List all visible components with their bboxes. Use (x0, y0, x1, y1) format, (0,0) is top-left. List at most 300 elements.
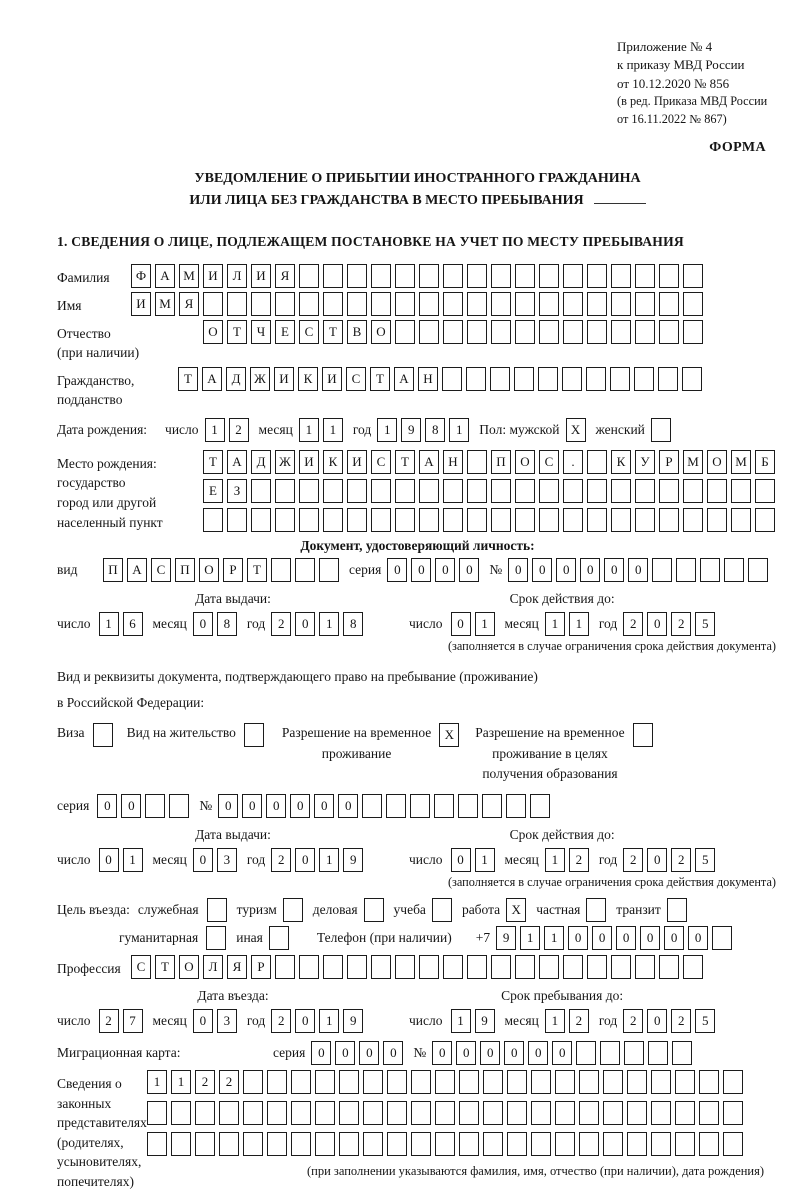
birthplace-cell (587, 508, 607, 532)
stay-until-date: число 1 9 месяц 1 2 год 2 0 2 5 (409, 1009, 715, 1033)
profession-cell (443, 955, 463, 979)
birthplace-cell (323, 508, 343, 532)
given-name-cell (323, 292, 343, 316)
given-name-cell (539, 292, 559, 316)
representative-cell (723, 1132, 743, 1156)
res-number-cell: 0 (338, 794, 358, 818)
profession-cell (347, 955, 367, 979)
purpose-humanitarian-checkbox (206, 926, 226, 950)
given-name-cell (587, 292, 607, 316)
birthplace-cell: А (227, 450, 247, 474)
representative-cell (651, 1132, 671, 1156)
patronymic-cell (683, 320, 703, 344)
doc-number-cells (508, 558, 768, 582)
doc-valid-day-cell: 0 (451, 612, 471, 636)
doc-number-cell: 0 (532, 558, 552, 582)
given-name-cell (683, 292, 703, 316)
birthplace-cell (755, 508, 775, 532)
representative-cell (339, 1132, 359, 1156)
doc-type-cell: О (199, 558, 219, 582)
profession-cell (515, 955, 535, 979)
doc-number-label: № (489, 562, 503, 578)
phone-digit-cell: 9 (496, 926, 516, 950)
representative-cell (339, 1070, 359, 1094)
res-number-label: № (199, 798, 213, 814)
profession-cell (395, 955, 415, 979)
birthplace-cell (683, 508, 703, 532)
patronymic-cell (611, 320, 631, 344)
birthdate-row (57, 418, 778, 442)
profession-cell: Л (203, 955, 223, 979)
purpose-business-checkbox (364, 898, 384, 922)
given-name-cell (635, 292, 655, 316)
representative-cell (627, 1132, 647, 1156)
representative-cell (267, 1070, 287, 1094)
purpose-other-checkbox (269, 926, 289, 950)
form-title-line1: УВЕДОМЛЕНИЕ О ПРИБЫТИИ ИНОСТРАННОГО ГРАЖДАНИНА (194, 171, 641, 187)
representative-cell (507, 1132, 527, 1156)
doc-issue-date: число 1 6 месяц 0 8 год 2 0 1 8 (57, 612, 409, 636)
birthplace-cell (635, 479, 655, 503)
representative-cell (387, 1070, 407, 1094)
purpose-tourism-checkbox (283, 898, 303, 922)
representative-cell (531, 1070, 551, 1094)
edition-line: от 16.11.2022 № 867) (617, 111, 727, 126)
stay-year-cell: 0 (647, 1009, 667, 1033)
birthplace-cell (659, 508, 679, 532)
residence-doc-series-row (57, 794, 778, 818)
res-valid-year-cell: 2 (671, 848, 691, 872)
purpose-official-checkbox (207, 898, 227, 922)
identity-doc-heading: Документ, удостоверяющий личность: (300, 538, 535, 554)
profession-cell: О (179, 955, 199, 979)
mig-number-cell (600, 1041, 620, 1065)
given-name-label: Имя (57, 297, 82, 313)
birthplace-cell: С (371, 450, 391, 474)
birthplace-cell (251, 508, 271, 532)
phone-cells (496, 926, 732, 950)
profession-label: Профессия (57, 961, 121, 977)
birthdate-label: Дата рождения: (57, 421, 148, 437)
phone-digit-cell: 1 (520, 926, 540, 950)
profession-cell (659, 955, 679, 979)
res-number-cells (218, 794, 550, 818)
representative-cell (459, 1101, 479, 1125)
mig-number-cell: 0 (552, 1041, 572, 1065)
entry-date: число 2 7 месяц 0 3 год 2 0 1 9 (57, 1009, 409, 1033)
form-title-line2: ИЛИ ЛИЦА БЕЗ ГРАЖДАНСТВА В МЕСТО ПРЕБЫВАНИЯ (189, 192, 584, 208)
birth-day-cell: 1 (205, 418, 225, 442)
doc-series-cell: 0 (387, 558, 407, 582)
citizenship-cell: А (394, 367, 414, 391)
sex-male-checkbox: X (566, 418, 586, 442)
patronymic-cell (515, 320, 535, 344)
residence-permit-label: Вид на жительство (126, 725, 236, 741)
res-valid-year-cell: 2 (623, 848, 643, 872)
appendix-line: от 10.12.2020 № 856 (617, 75, 730, 91)
doc-validity-note: (заполняется в случае ограничения срока действия документа) (447, 639, 776, 654)
stay-day-cell: 9 (475, 1009, 495, 1033)
birthplace-cell: Д (251, 450, 271, 474)
mig-number-cell (672, 1041, 692, 1065)
representative-cell: 1 (171, 1070, 191, 1094)
temp-residence-checkbox: X (439, 723, 459, 747)
birthplace-cell: П (491, 450, 511, 474)
citizenship-cell: Т (178, 367, 198, 391)
representative-cell (459, 1132, 479, 1156)
representative-cell (363, 1132, 383, 1156)
birthplace-label: Место рождения: государство город или другой населенный пункт (57, 455, 163, 530)
birth-month-cell: 1 (323, 418, 343, 442)
doc-number-cell: 0 (580, 558, 600, 582)
given-name-cell: И (131, 292, 151, 316)
surname-cell (683, 264, 703, 288)
purpose-private-label: частная (536, 902, 581, 918)
doc-valid-year-cell: 2 (671, 612, 691, 636)
identity-doc-row (57, 558, 778, 582)
representative-cell (555, 1070, 575, 1094)
representative-cell (675, 1132, 695, 1156)
surname-cell: И (251, 264, 271, 288)
profession-cell (371, 955, 391, 979)
entry-year-cell: 9 (343, 1009, 363, 1033)
birthplace-cell (755, 479, 775, 503)
birthplace-cell (347, 508, 367, 532)
birthplace-cell: Ж (275, 450, 295, 474)
profession-cell (323, 955, 343, 979)
birthplace-cell: Е (203, 479, 223, 503)
surname-cell (323, 264, 343, 288)
given-name-cells (131, 292, 703, 316)
given-name-cell (491, 292, 511, 316)
given-name-cell (659, 292, 679, 316)
citizenship-cell (634, 367, 654, 391)
phone-digit-cell: 1 (544, 926, 564, 950)
residence-permit-checkbox (244, 723, 264, 747)
profession-cell (491, 955, 511, 979)
patronymic-cell: Е (275, 320, 295, 344)
patronymic-cell (635, 320, 655, 344)
surname-cell (491, 264, 511, 288)
edu-residence-checkbox (633, 723, 653, 747)
patronymic-cell (539, 320, 559, 344)
temp-residence-checkbox (439, 723, 459, 747)
given-name-cell (467, 292, 487, 316)
doc-valid-month-cell: 1 (569, 612, 589, 636)
birthplace-cell (611, 479, 631, 503)
representative-cell: 1 (147, 1070, 167, 1094)
given-name-cell (443, 292, 463, 316)
profession-cell (467, 955, 487, 979)
representative-cell (267, 1132, 287, 1156)
birthplace-cell (371, 508, 391, 532)
patronymic-cell: Ч (251, 320, 271, 344)
entry-day-cell: 7 (123, 1009, 143, 1033)
representative-cell (291, 1070, 311, 1094)
doc-issue-year-cell: 2 (271, 612, 291, 636)
entry-date-heading: Дата въезда: (197, 988, 269, 1004)
representatives-note: (при заполнении указываются фамилия, имя, отчество (при наличии), дата рождения) (307, 1164, 765, 1179)
phone-digit-cell: 0 (592, 926, 612, 950)
representative-cell (339, 1101, 359, 1125)
representative-cell (723, 1101, 743, 1125)
representative-cell (243, 1070, 263, 1094)
birthplace-cell (731, 479, 751, 503)
res-number-cell: 0 (314, 794, 334, 818)
surname-cell (419, 264, 439, 288)
representative-cell: 2 (195, 1070, 215, 1094)
representative-cell (267, 1101, 287, 1125)
res-number-cell (434, 794, 454, 818)
representative-cell (555, 1101, 575, 1125)
res-number-cell (482, 794, 502, 818)
given-name-cell (563, 292, 583, 316)
doc-type-cell (295, 558, 315, 582)
doc-number-cell (700, 558, 720, 582)
surname-cell (587, 264, 607, 288)
birth-month-label: месяц (258, 421, 293, 437)
representative-cell (243, 1132, 263, 1156)
surname-cell (467, 264, 487, 288)
purpose-other-label: иная (236, 930, 263, 946)
citizenship-cell (658, 367, 678, 391)
citizenship-cell: С (346, 367, 366, 391)
res-number-cell: 0 (290, 794, 310, 818)
surname-cell (347, 264, 367, 288)
representative-cell (603, 1070, 623, 1094)
birthplace-cell (419, 479, 439, 503)
patronymic-cell: Т (227, 320, 247, 344)
doc-number-cell (652, 558, 672, 582)
birthplace-cell (491, 508, 511, 532)
purpose-business-checkbox (364, 898, 384, 922)
patronymic-cell (419, 320, 439, 344)
representative-cell (555, 1132, 575, 1156)
birthplace-cell (467, 508, 487, 532)
doc-type-cell: П (103, 558, 123, 582)
res-series-cells (97, 794, 189, 818)
res-issue-day-cell: 1 (123, 848, 143, 872)
given-name-cell (347, 292, 367, 316)
phone-digit-cell: 0 (568, 926, 588, 950)
profession-cell (275, 955, 295, 979)
citizenship-cell (562, 367, 582, 391)
surname-cell (515, 264, 535, 288)
appendix-reference (617, 38, 778, 128)
birthplace-cell (347, 479, 367, 503)
birthplace-cell: Т (395, 450, 415, 474)
residence-doc-types (57, 723, 778, 784)
birthplace-cell (515, 508, 535, 532)
birthplace-cell (563, 479, 583, 503)
profession-cell (539, 955, 559, 979)
surname-cell (371, 264, 391, 288)
doc-valid-year-cell: 2 (623, 612, 643, 636)
birth-day-label: число (165, 421, 199, 437)
given-name-cell (203, 292, 223, 316)
representative-cell (315, 1132, 335, 1156)
visa-label: Виза (57, 725, 85, 741)
birthplace-cell (299, 508, 319, 532)
profession-cell (587, 955, 607, 979)
res-series-cell: 0 (97, 794, 117, 818)
res-series-cell: 0 (121, 794, 141, 818)
birth-year-cell: 9 (401, 418, 421, 442)
representative-cell (675, 1101, 695, 1125)
res-number-cell (362, 794, 382, 818)
representative-cell (507, 1101, 527, 1125)
phone-digit-cell: 0 (616, 926, 636, 950)
birthplace-cell (371, 479, 391, 503)
sex-female-checkbox (651, 418, 671, 442)
representative-cell (483, 1101, 503, 1125)
patronymic-cell (587, 320, 607, 344)
edu-residence-label: Разрешение на временное проживание в целях получения образования (475, 725, 625, 781)
representative-cell (651, 1101, 671, 1125)
doc-type-cell: Т (247, 558, 267, 582)
representative-cell (603, 1101, 623, 1125)
birthplace-cell (563, 508, 583, 532)
doc-issue-day-cell: 6 (123, 612, 143, 636)
doc-issue-month-cell: 8 (217, 612, 237, 636)
patronymic-cell (467, 320, 487, 344)
birth-day-cells (205, 418, 249, 442)
representatives-cells-row2 (147, 1101, 764, 1125)
profession-cell (635, 955, 655, 979)
citizenship-cell (610, 367, 630, 391)
birthplace-cell: О (515, 450, 535, 474)
citizenship-cell: Т (370, 367, 390, 391)
birth-year-cell: 8 (425, 418, 445, 442)
birthplace-cell (467, 450, 487, 474)
stay-until-heading: Срок пребывания до: (501, 988, 624, 1004)
birthplace-cell: . (563, 450, 583, 474)
doc-issue-day-cell: 1 (99, 612, 119, 636)
representative-cell (243, 1101, 263, 1125)
citizenship-cell: Н (418, 367, 438, 391)
res-series-cell (169, 794, 189, 818)
birthplace-cell (203, 508, 223, 532)
phone-digit-cell (712, 926, 732, 950)
purpose-tourism-label: туризм (236, 902, 277, 918)
citizenship-cell (682, 367, 702, 391)
res-issue-month-cell: 0 (193, 848, 213, 872)
mig-number-label: № (413, 1045, 427, 1061)
birthplace-cell (275, 508, 295, 532)
birthplace-cell (539, 508, 559, 532)
purpose-row2 (119, 926, 778, 950)
citizenship-cell (442, 367, 462, 391)
patronymic-cell: О (371, 320, 391, 344)
birthplace-cell: С (539, 450, 559, 474)
birthplace-cells-row3 (203, 508, 775, 532)
citizenship-cell: И (274, 367, 294, 391)
birthplace-cell (323, 479, 343, 503)
res-number-cell (506, 794, 526, 818)
representative-cell (627, 1101, 647, 1125)
surname-cell (539, 264, 559, 288)
profession-cell: Р (251, 955, 271, 979)
stay-year-cell: 5 (695, 1009, 715, 1033)
res-number-cell: 0 (218, 794, 238, 818)
res-series-cell (145, 794, 165, 818)
given-name-cell (251, 292, 271, 316)
mig-series-cell: 0 (335, 1041, 355, 1065)
doc-type-label: вид (57, 562, 78, 578)
mig-number-cell: 0 (528, 1041, 548, 1065)
birthplace-cell (587, 450, 607, 474)
purpose-study-label: учеба (393, 902, 426, 918)
representative-cell (363, 1101, 383, 1125)
res-valid-heading: Срок действия до: (509, 827, 615, 843)
entry-month-cell: 3 (217, 1009, 237, 1033)
res-valid-date: число 0 1 месяц 1 2 год 2 0 2 5 (409, 848, 715, 872)
patronymic-cell (395, 320, 415, 344)
representative-cell (315, 1070, 335, 1094)
representative-cell: 2 (219, 1070, 239, 1094)
stay-month-cell: 2 (569, 1009, 589, 1033)
representative-cell (435, 1132, 455, 1156)
doc-valid-year-cell: 0 (647, 612, 667, 636)
res-issue-heading: Дата выдачи: (195, 827, 271, 843)
surname-cell: Я (275, 264, 295, 288)
res-issue-month-cell: 3 (217, 848, 237, 872)
patronymic-cell: О (203, 320, 223, 344)
doc-issue-year-cell: 8 (343, 612, 363, 636)
res-valid-year-cell: 0 (647, 848, 667, 872)
mig-series-label: серия (273, 1045, 306, 1061)
representative-cell (363, 1070, 383, 1094)
res-issue-year-cell: 0 (295, 848, 315, 872)
doc-number-cell (724, 558, 744, 582)
doc-number-cell: 0 (604, 558, 624, 582)
doc-issue-year-cell: 1 (319, 612, 339, 636)
doc-valid-year-cell: 5 (695, 612, 715, 636)
representative-cell (195, 1101, 215, 1125)
res-number-cell (530, 794, 550, 818)
given-name-cell: Я (179, 292, 199, 316)
entry-year-cell: 1 (319, 1009, 339, 1033)
birthplace-cell: О (707, 450, 727, 474)
given-name-cell (275, 292, 295, 316)
birthplace-cell: М (731, 450, 751, 474)
doc-issue-month-cell: 0 (193, 612, 213, 636)
representative-cell (171, 1132, 191, 1156)
doc-type-cells (103, 558, 339, 582)
representative-cell (219, 1132, 239, 1156)
entry-year-cell: 2 (271, 1009, 291, 1033)
edu-residence-checkbox (633, 723, 653, 747)
purpose-other-checkbox (269, 926, 289, 950)
citizenship-cell (514, 367, 534, 391)
profession-cell (611, 955, 631, 979)
mig-series-cell: 0 (383, 1041, 403, 1065)
given-name-cell: М (155, 292, 175, 316)
purpose-private-checkbox (586, 898, 606, 922)
birthplace-cell (443, 479, 463, 503)
citizenship-cells (178, 367, 702, 391)
profession-cell (563, 955, 583, 979)
citizenship-cell: А (202, 367, 222, 391)
birthplace-cell (251, 479, 271, 503)
doc-valid-heading: Срок действия до: (509, 591, 615, 607)
representative-cell (387, 1101, 407, 1125)
representative-cell (291, 1132, 311, 1156)
birthplace-cell (419, 508, 439, 532)
birthplace-cell (539, 479, 559, 503)
citizenship-cell (466, 367, 486, 391)
birth-year-cell: 1 (377, 418, 397, 442)
